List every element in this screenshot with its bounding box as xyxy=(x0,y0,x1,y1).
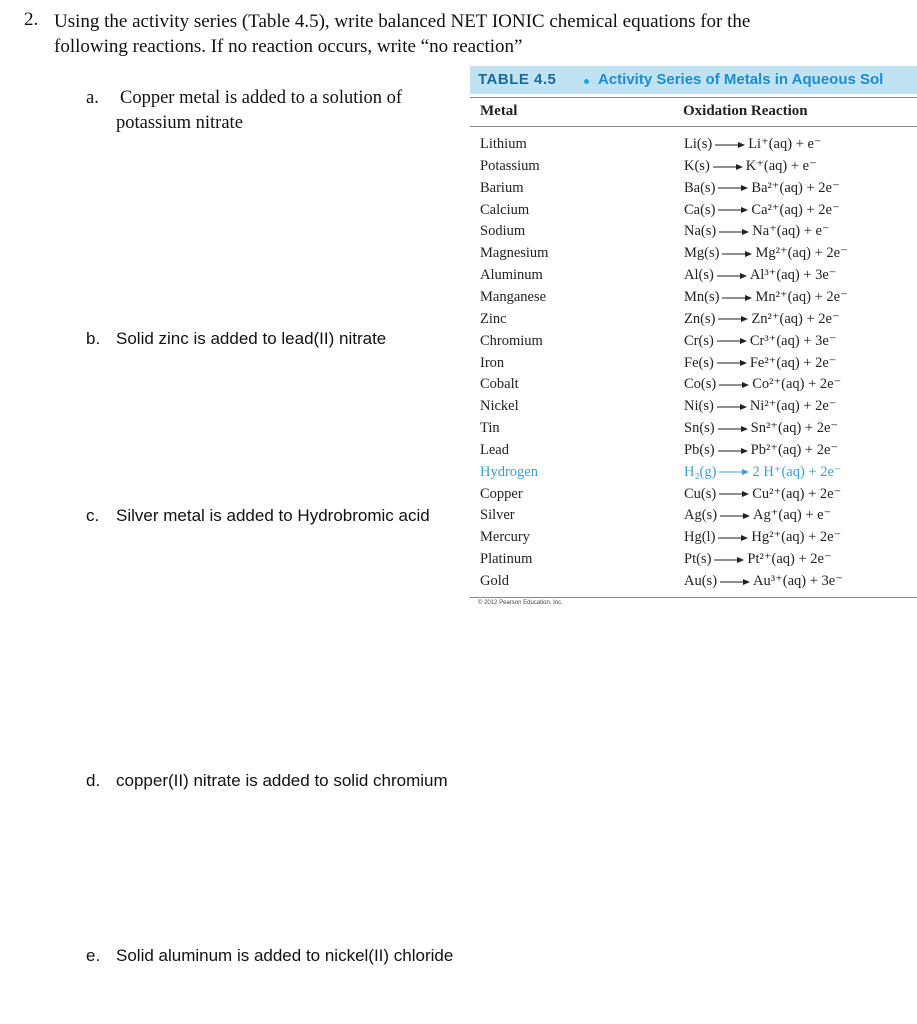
table-row xyxy=(0,551,917,573)
reactant: Al(s) xyxy=(684,267,714,284)
product: Mg²⁺(aq) + 2e⁻ xyxy=(755,245,848,262)
metal-name: Hydrogen xyxy=(480,463,538,480)
product: Ag⁺(aq) + e⁻ xyxy=(753,507,832,524)
arrow-right-icon xyxy=(713,162,743,172)
part-a-letter: a. xyxy=(86,88,99,108)
metal-name: Zinc xyxy=(480,310,507,327)
product: Mn²⁺(aq) + 2e⁻ xyxy=(755,288,848,305)
metal-name: Potassium xyxy=(480,157,540,174)
table-row xyxy=(0,507,917,529)
product: 2 H⁺(aq) + 2e⁻ xyxy=(752,463,842,480)
reactant: Hg(l) xyxy=(684,529,716,546)
metal-name: Mercury xyxy=(480,529,530,546)
table-row xyxy=(0,333,917,355)
product: Ni²⁺(aq) + 2e⁻ xyxy=(749,398,837,415)
metal-name: Platinum xyxy=(480,551,533,568)
table-row xyxy=(0,223,917,245)
part-c-letter: c. xyxy=(86,506,100,525)
reactant: Ni(s) xyxy=(684,398,714,415)
metal-name: Lithium xyxy=(480,136,527,152)
reactant: Pt(s) xyxy=(684,551,712,568)
part-e-text: Solid aluminum is added to nickel(II) chloride xyxy=(116,946,454,965)
table-row xyxy=(0,355,917,377)
oxidation-reaction xyxy=(684,267,836,284)
reactant: Ag(s) xyxy=(684,507,718,524)
product: Co²⁺(aq) + 2e⁻ xyxy=(752,376,842,393)
product: K⁺(aq) + e⁻ xyxy=(745,157,817,174)
arrow-right-icon xyxy=(717,336,747,346)
question-text: Using the activity series (Table 4.5), write balanced NET IONIC chemical equations for the following reactions. If no reaction occurs, write “no reaction” xyxy=(54,11,751,57)
reactant: Mg(s) xyxy=(684,245,720,262)
reactant: Zn(s) xyxy=(684,310,716,327)
arrow-right-icon xyxy=(717,271,747,281)
metal-name: Lead xyxy=(480,441,509,458)
table-row xyxy=(0,529,917,551)
arrow-right-icon xyxy=(719,489,749,499)
oxidation-reaction xyxy=(684,573,843,590)
oxidation-reaction xyxy=(684,245,848,262)
oxidation-reaction xyxy=(684,355,836,372)
oxidation-reaction xyxy=(684,398,836,415)
arrow-right-icon xyxy=(718,533,748,543)
reactant: Cr(s) xyxy=(684,332,714,349)
table-rule-top xyxy=(470,97,917,98)
table-row xyxy=(0,245,917,267)
arrow-right-icon xyxy=(714,555,744,565)
metal-name: Nickel xyxy=(480,398,519,415)
part-e xyxy=(86,946,453,966)
arrow-right-icon xyxy=(719,467,749,477)
arrow-right-icon xyxy=(718,424,748,434)
table-row xyxy=(0,442,917,464)
table-label: TABLE 4.5 xyxy=(478,71,557,88)
reactant: Sn(s) xyxy=(684,420,715,437)
oxidation-reaction xyxy=(684,180,840,197)
part-a-line2: potassium nitrate xyxy=(116,113,243,133)
metal-name: Aluminum xyxy=(480,267,543,284)
oxidation-reaction xyxy=(684,551,832,568)
table-row xyxy=(0,311,917,333)
reactant: Li(s) xyxy=(684,136,713,152)
arrow-right-icon xyxy=(719,227,749,237)
metal-name: Calcium xyxy=(480,201,530,218)
arrow-right-icon xyxy=(718,205,748,215)
table-row xyxy=(0,289,917,311)
oxidation-reaction xyxy=(684,136,822,153)
table-rule-bottom xyxy=(470,597,917,598)
product: Al³⁺(aq) + 3e⁻ xyxy=(749,267,837,284)
product: Cr³⁺(aq) + 3e⁻ xyxy=(749,332,837,349)
product: Li⁺(aq) + e⁻ xyxy=(748,136,822,152)
product: Ca²⁺(aq) + 2e⁻ xyxy=(751,201,840,218)
reactant: Mn(s) xyxy=(684,288,720,305)
bullet-dot-icon xyxy=(584,79,589,84)
oxidation-reaction xyxy=(684,529,841,546)
table-title: Activity Series of Metals in Aqueous Sol xyxy=(598,71,884,88)
table-row xyxy=(0,267,917,289)
arrow-right-icon xyxy=(722,293,752,303)
question-number: 2. xyxy=(24,9,39,30)
reactant: Pb(s) xyxy=(684,441,715,458)
oxidation-reaction xyxy=(684,223,830,240)
reactant: Na(s) xyxy=(684,223,717,240)
table-row xyxy=(0,486,917,508)
oxidation-reaction xyxy=(684,464,842,481)
arrow-right-icon xyxy=(722,249,752,259)
metal-name: Silver xyxy=(480,507,515,524)
metal-name: Chromium xyxy=(480,332,543,349)
product: Pb²⁺(aq) + 2e⁻ xyxy=(750,441,839,458)
table-rule-mid xyxy=(470,126,917,127)
part-b-letter: b. xyxy=(86,329,101,348)
metal-name: Barium xyxy=(480,179,524,196)
reactant: Ca(s) xyxy=(684,201,716,218)
reactant: H₂(g) xyxy=(684,463,717,480)
metal-name: Gold xyxy=(480,573,509,589)
oxidation-reaction xyxy=(684,289,848,306)
product: Pt²⁺(aq) + 2e⁻ xyxy=(747,551,832,568)
arrow-right-icon xyxy=(718,446,748,456)
arrow-right-icon xyxy=(715,140,745,150)
oxidation-reaction xyxy=(684,311,840,328)
metal-name: Manganese xyxy=(480,288,547,305)
arrow-right-icon xyxy=(717,402,747,412)
reactant: Co(s) xyxy=(684,376,717,393)
table-row xyxy=(0,180,917,202)
table-row xyxy=(0,136,917,158)
product: Na⁺(aq) + e⁻ xyxy=(752,223,830,240)
reactant: Ba(s) xyxy=(684,179,716,196)
product: Au³⁺(aq) + 3e⁻ xyxy=(753,573,843,589)
table-row xyxy=(0,158,917,180)
column-header-oxidation: Oxidation Reaction xyxy=(683,103,808,119)
arrow-right-icon xyxy=(717,358,747,368)
product: Zn²⁺(aq) + 2e⁻ xyxy=(751,310,840,327)
table-row xyxy=(0,420,917,442)
arrow-right-icon xyxy=(718,314,748,324)
reactant: Cu(s) xyxy=(684,485,717,502)
part-a-line1: Copper metal is added to a solution of xyxy=(120,88,403,108)
arrow-right-icon xyxy=(720,577,750,587)
metal-name: Iron xyxy=(480,354,505,371)
metal-name: Copper xyxy=(480,485,523,502)
product: Sn²⁺(aq) + 2e⁻ xyxy=(750,420,839,437)
oxidation-reaction xyxy=(684,376,841,393)
arrow-right-icon xyxy=(718,183,748,193)
oxidation-reaction xyxy=(684,158,817,175)
reactant: Au(s) xyxy=(684,573,718,589)
product: Cu²⁺(aq) + 2e⁻ xyxy=(752,485,842,502)
part-e-letter: e. xyxy=(86,946,101,965)
table-row xyxy=(0,464,917,486)
reactant: K(s) xyxy=(684,157,710,174)
part-d-text: copper(II) nitrate is added to solid chromium xyxy=(116,771,448,790)
part-d xyxy=(86,771,448,791)
product: Hg²⁺(aq) + 2e⁻ xyxy=(751,529,842,546)
metal-name: Cobalt xyxy=(480,376,519,393)
table-row xyxy=(0,573,917,595)
arrow-right-icon xyxy=(719,380,749,390)
oxidation-reaction xyxy=(684,507,831,524)
column-header-metal: Metal xyxy=(480,103,518,119)
oxidation-reaction xyxy=(684,333,836,350)
table-row xyxy=(0,376,917,398)
table-row xyxy=(0,202,917,224)
metal-name: Magnesium xyxy=(480,245,549,262)
product: Fe²⁺(aq) + 2e⁻ xyxy=(749,354,837,371)
reactant: Fe(s) xyxy=(684,354,714,371)
part-d-letter: d. xyxy=(86,771,101,790)
table-header-bar xyxy=(470,66,917,94)
arrow-right-icon xyxy=(720,511,750,521)
oxidation-reaction xyxy=(684,442,838,459)
oxidation-reaction xyxy=(684,420,838,437)
oxidation-reaction xyxy=(684,202,840,219)
part-c-text: Silver metal is added to Hydrobromic acid xyxy=(116,506,430,525)
table-row xyxy=(0,398,917,420)
part-b-text: Solid zinc is added to lead(II) nitrate xyxy=(116,329,387,348)
oxidation-reaction xyxy=(684,486,841,503)
copyright: © 2012 Pearson Education, Inc. xyxy=(478,600,563,606)
product: Ba²⁺(aq) + 2e⁻ xyxy=(751,179,840,196)
metal-name: Sodium xyxy=(480,223,526,240)
part-a xyxy=(86,86,426,136)
metal-name: Tin xyxy=(480,420,500,437)
